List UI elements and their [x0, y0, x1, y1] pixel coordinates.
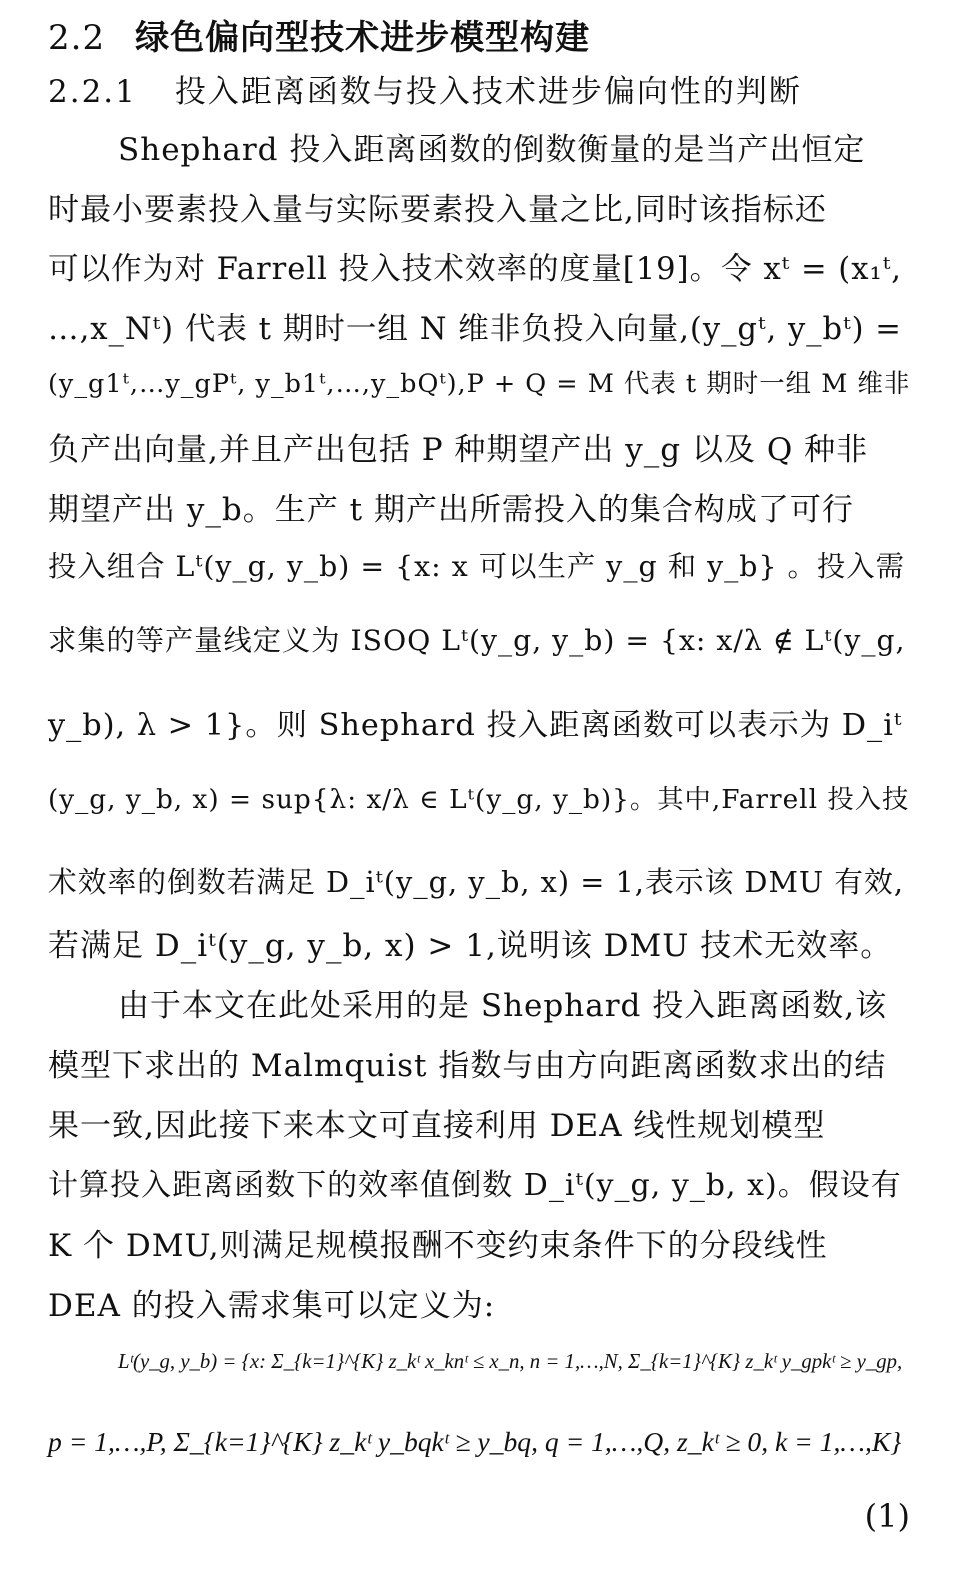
paragraph-line: 可以作为对 Farrell 投入技术效率的度量[19]。令 xᵗ = (x₁ᵗ, — [48, 252, 902, 287]
section-title: 绿色偏向型技术进步模型构建 — [135, 18, 591, 58]
paragraph-line: 负产出向量,并且产出包括 P 种期望产出 y_g 以及 Q 种非 — [48, 432, 869, 468]
paragraph-line: DEA 的投入需求集可以定义为: — [48, 1288, 496, 1324]
paragraph-line: (y_g, y_b, x) = sup{λ: x/λ ∈ Lᵗ(y_g, y_b)}。其中,Farrell 投入技 — [48, 785, 910, 815]
paragraph-line: 由于本文在此处采用的是 Shephard 投入距离函数,该 — [118, 988, 888, 1024]
paragraph-line: 投入组合 Lᵗ(y_g, y_b) = {x: x 可以生产 y_g 和 y_b} 。投入需 — [48, 550, 906, 583]
equation-number: (1) — [864, 1497, 910, 1535]
paragraph-line: 时最小要素投入量与实际要素投入量之比,同时该指标还 — [48, 192, 827, 228]
paragraph-line: 若满足 D_iᵗ(y_g, y_b, x) > 1,说明该 DMU 技术无效率。 — [48, 928, 893, 964]
paragraph-line: 期望产出 y_b。生产 t 期产出所需投入的集合构成了可行 — [48, 492, 854, 528]
paragraph-line: (y_g1ᵗ,…y_gPᵗ, y_b1ᵗ,…,y_bQᵗ),P + Q = M 代表 t 期时一组 M 维非 — [48, 369, 911, 399]
paragraph-line: 果一致,因此接下来本文可直接利用 DEA 线性规划模型 — [48, 1108, 826, 1144]
paragraph-line: 术效率的倒数若满足 D_iᵗ(y_g, y_b, x) = 1,表示该 DMU 有效, — [48, 865, 904, 899]
paragraph-line: …,x_Nᵗ) 代表 t 期时一组 N 维非负投入向量,(y_gᵗ, y_bᵗ) = — [48, 312, 902, 347]
paragraph-line: y_b), λ > 1}。则 Shephard 投入距离函数可以表示为 D_iᵗ — [48, 708, 903, 743]
paragraph-line: Shephard 投入距离函数的倒数衡量的是当产出恒定 — [118, 132, 866, 168]
section-heading — [48, 10, 590, 59]
paragraph-line: 模型下求出的 Malmquist 指数与由方向距离函数求出的结 — [48, 1048, 887, 1084]
subsection-title: 投入距离函数与投入技术进步偏向性的判断 — [174, 74, 802, 110]
paragraph-line: 计算投入距离函数下的效率值倒数 D_iᵗ(y_g, y_b, x)。假设有 — [48, 1168, 902, 1203]
section-number: 2.2 — [48, 18, 106, 58]
equation-line-2: p = 1,…,P, Σ_{k=1}^{K} z_kᵗ y_bqkᵗ ≥ y_bq, q = 1,…,Q, z_kᵗ ≥ 0, k = 1,…,K} — [48, 1426, 902, 1457]
subsection-heading — [48, 66, 802, 111]
equation-line-1: Lᵗ(y_g, y_b) = {x: Σ_{k=1}^{K} z_kᵗ x_knᵗ ≤ x_n, n = 1,…,N, Σ_{k=1}^{K} z_kᵗ y_gpkᵗ ≥ y_gp, — [118, 1350, 903, 1373]
paragraph-line: 求集的等产量线定义为 ISOQ Lᵗ(y_g, y_b) = {x: x/λ ∉ Lᵗ(y_g, — [48, 624, 906, 657]
paragraph-line: K 个 DMU,则满足规模报酬不变约束条件下的分段线性 — [48, 1228, 828, 1264]
subsection-number: 2.2.1 — [48, 74, 137, 110]
